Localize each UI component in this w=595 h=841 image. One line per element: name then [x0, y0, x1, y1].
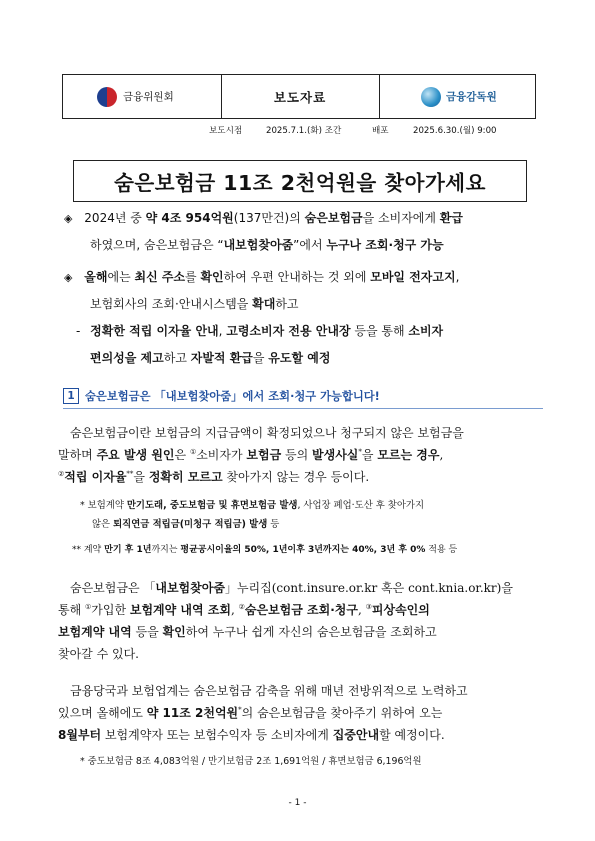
- section-number: 1: [63, 388, 79, 404]
- para2-line1: 숨은보험금은 「내보험찾아줌」누리집(cont.insure.or.kr 혹은 cont.knia.or.kr)을: [70, 581, 513, 595]
- para2-line2: 통해 ①가입한 보험계약 내역 조회, ②숨은보험금 조회·청구, ③피상속인의: [58, 603, 430, 617]
- section-1-heading: [63, 386, 543, 409]
- fss-logo-icon: [421, 87, 441, 107]
- fsc-emblem-icon: [97, 87, 117, 107]
- para1-line1: 숨은보험금이란 보험금의 지급금액이 확정되었으나 청구되지 않은 보험금을: [70, 426, 464, 440]
- embargo-value: 2025.7.1.(화) 조간: [266, 126, 342, 136]
- doc-type: [221, 75, 379, 118]
- doc-type-label: 보도자료: [273, 89, 327, 105]
- note1-line2: 않은 퇴직연금 적립금(미청구 적립금) 발생 등: [92, 519, 280, 530]
- summary-bullet-2: ◈ 올해에는 최신 주소를 확인하여 우편 안내하는 것 외에 모바일 전자고지,: [64, 270, 460, 284]
- distribution-label: 배포: [372, 126, 389, 136]
- fsc-org: [97, 75, 174, 118]
- para1-line2: 말하며 주요 발생 원인은 ①소비자가 보험금 등의 발생사실*을 모르는 경우,: [58, 448, 444, 462]
- para2-line4: 찾아갈 수 있다.: [58, 647, 139, 661]
- para3-line1: 금융당국과 보험업계는 숨은보험금 감축을 위해 매년 전방위적으로 노력하고: [70, 684, 468, 698]
- fss-org: [421, 75, 497, 118]
- para3-line3: 8월부터 보험계약자 또는 보험수익자 등 소비자에게 집중안내할 예정이다.: [58, 728, 445, 742]
- embargo-label: 보도시점: [209, 126, 243, 136]
- header-box: [62, 74, 536, 119]
- summary-bullet-2-cont: 보험회사의 조회·안내시스템을 확대하고: [90, 297, 299, 311]
- para3-line2: 있으며 올해에도 약 11조 2천억원*의 숨은보험금을 찾아주기 위하여 오는: [58, 706, 443, 720]
- page-number: - 1 -: [288, 798, 307, 808]
- para2-line3: 보험계약 내역 등을 확인하여 누구나 쉽게 자신의 숨은보험금을 조회하고: [58, 625, 437, 639]
- section-title: 숨은보험금은 「내보험찾아줌」에서 조회·청구 가능합니다!: [85, 390, 380, 403]
- note2: ** 계약 만기 후 1년까지는 평균공시이율의 50%, 1년이후 3년까지는 40%, 3년 후 0% 적용 등: [72, 545, 458, 555]
- summary-bullet-1: ◈ 2024년 중 약 4조 954억원(137만건)의 숨은보험금을 소비자에게 환급: [64, 211, 463, 225]
- summary-bullet-3-cont: 편의성을 제고하고 자발적 환급을 유도할 예정: [90, 351, 331, 365]
- note1-line1: * 보험계약 만기도래, 중도보험금 및 휴면보험금 발생, 사업장 폐업·도산 후 찾아가지: [80, 500, 425, 511]
- fss-org-name: 금융감독원: [446, 91, 497, 103]
- distribution-value: 2025.6.30.(월) 9:00: [413, 126, 497, 136]
- summary-bullet-1-cont: 하였으며, 숨은보험금은 “내보험찾아줌”에서 누구나 조회·청구 가능: [90, 238, 444, 252]
- note3: * 중도보험금 8조 4,083억원 / 만기보험금 2조 1,691억원 / 휴면보험금 6,196억원: [80, 756, 422, 767]
- fsc-org-name: 금융위원회: [123, 91, 174, 103]
- page-title: 숨은보험금 11조 2천억원을 찾아가세요: [73, 160, 527, 202]
- para1-line3: ②적립 이자율**을 정확히 모르고 찾아가지 않는 경우 등이다.: [58, 470, 370, 484]
- summary-bullet-3: - 정확한 적립 이자율 안내, 고령소비자 전용 안내장 등을 통해 소비자: [76, 324, 444, 338]
